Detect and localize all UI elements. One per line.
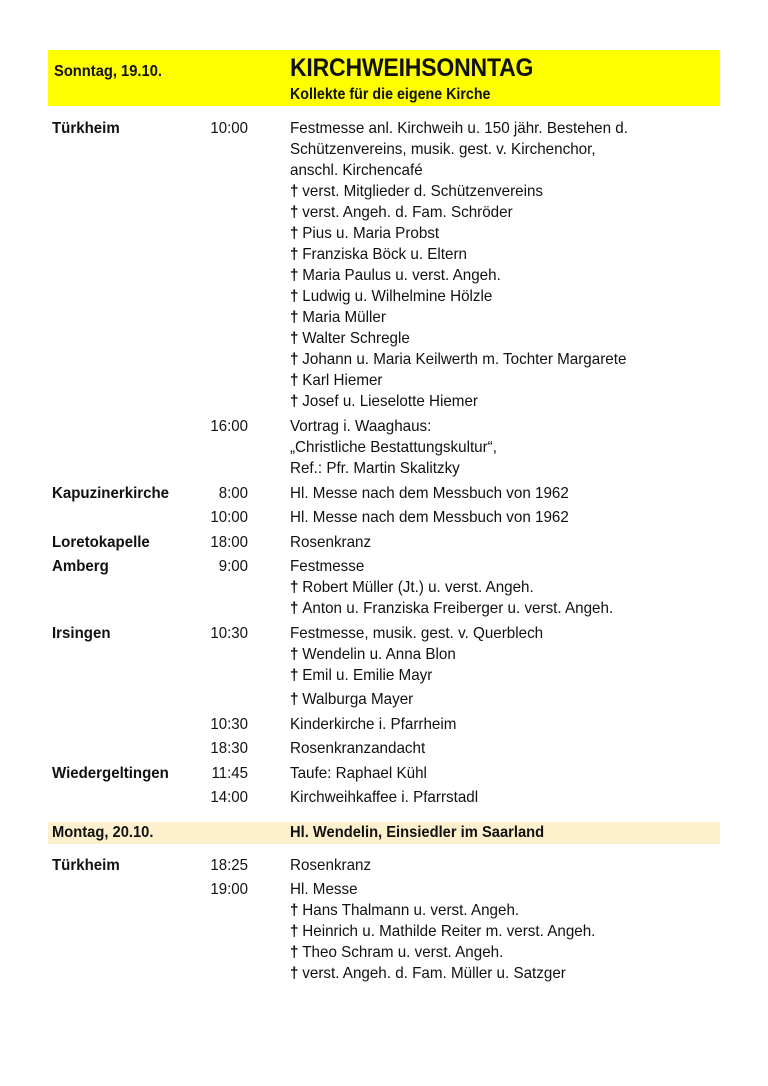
service-description [290,160,423,181]
cross-icon: † [290,691,299,708]
line-text: Schützenvereins, musik. gest. v. Kirchenchor, [290,141,596,158]
line-text: verst. Angeh. d. Fam. Schröder [302,204,513,221]
service-description [290,623,543,644]
service-description [290,483,569,504]
service-time: 10:00 [210,509,248,526]
memorial-intention [290,286,492,307]
day-title: KIRCHWEIHSONNTAG [290,54,534,82]
line-text: Hans Thalmann u. verst. Angeh. [302,902,520,919]
location-label: Wiedergeltingen [52,765,169,782]
memorial-intention [290,644,456,665]
memorial-intention [290,307,386,328]
cross-icon: † [290,923,299,940]
line-text: Rosenkranz [290,534,372,551]
line-text: Walter Schregle [302,330,410,347]
service-description [290,437,497,458]
day-header-sunday [48,50,720,106]
memorial-intention [290,942,503,963]
line-text: Festmesse anl. Kirchweih u. 150 jähr. Bestehen d. [290,120,628,137]
line-text: Maria Paulus u. verst. Angeh. [302,267,501,284]
line-text: verst. Mitglieder d. Schützenvereins [302,183,544,200]
location-label: Loretokapelle [52,534,150,551]
line-text: verst. Angeh. d. Fam. Müller u. Satzger [302,965,566,982]
memorial-intention [290,370,383,391]
cross-icon: † [290,225,299,242]
service-time: 18:25 [210,857,248,874]
line-text: Vortrag i. Waaghaus: [290,418,432,435]
memorial-intention [290,665,432,686]
memorial-intention [290,265,501,286]
line-text: Heinrich u. Mathilde Reiter m. verst. Angeh. [302,923,596,940]
cross-icon: † [290,309,299,326]
line-text: Hl. Messe nach dem Messbuch von 1962 [290,485,569,502]
service-time: 18:30 [210,740,248,757]
line-text: Walburga Mayer [302,691,414,708]
cross-icon: † [290,646,299,663]
service-description [290,714,456,735]
memorial-intention [290,598,613,619]
location-label: Kapuzinerkirche [52,485,170,502]
memorial-intention [290,244,467,265]
cross-icon: † [290,393,299,410]
memorial-intention [290,349,626,370]
cross-icon: † [290,600,299,617]
cross-icon: † [290,288,299,305]
memorial-intention [290,577,534,598]
memorial-intention [290,223,439,244]
cross-icon: † [290,902,299,919]
line-text: anschl. Kirchencafé [290,162,423,179]
memorial-intention [290,391,478,412]
day-subtitle: Kollekte für die eigene Kirche [290,86,491,103]
memorial-intention [290,921,595,942]
line-text: Emil u. Emilie Mayr [302,667,433,684]
memorial-intention [290,202,513,223]
line-text: Kirchweihkaffee i. Pfarrstadl [290,789,479,806]
line-text: Karl Hiemer [302,372,383,389]
memorial-intention [290,181,543,202]
line-text: Franziska Böck u. Eltern [302,246,467,263]
line-text: Josef u. Lieselotte Hiemer [302,393,478,410]
location-label: Irsingen [52,625,111,642]
memorial-intention [290,328,410,349]
cross-icon: † [290,330,299,347]
cross-icon: † [290,579,299,596]
service-description [290,118,628,139]
line-text: Rosenkranzandacht [290,740,426,757]
cross-icon: † [290,944,299,961]
service-description [290,416,431,437]
memorial-intention [290,900,519,921]
cross-icon: † [290,246,299,263]
line-text: Hl. Messe [290,881,358,898]
line-text: Rosenkranz [290,857,372,874]
cross-icon: † [290,183,299,200]
service-time: 10:30 [210,716,248,733]
line-text: Festmesse, musik. gest. v. Querblech [290,625,544,642]
cross-icon: † [290,965,299,982]
line-text: Taufe: Raphael Kühl [290,765,427,782]
day-header-monday [48,822,720,844]
service-time: 9:00 [218,558,248,575]
cross-icon: † [290,372,299,389]
location-label: Türkheim [52,120,120,137]
line-text: „Christliche Bestattungskultur“, [290,439,497,456]
line-text: Johann u. Maria Keilwerth m. Tochter Margarete [302,351,627,368]
service-description [290,879,358,900]
line-text: Theo Schram u. verst. Angeh. [302,944,504,961]
service-description [290,855,371,876]
line-text: Ludwig u. Wilhelmine Hölzle [302,288,493,305]
line-text: Robert Müller (Jt.) u. verst. Angeh. [302,579,534,596]
service-description [290,532,371,553]
memorial-intention [290,689,413,710]
service-time: 18:00 [210,534,248,551]
service-time: 10:00 [210,120,248,137]
line-text: Anton u. Franziska Freiberger u. verst. Angeh. [302,600,614,617]
service-description [290,556,364,577]
memorial-intention [290,963,566,984]
service-time: 10:30 [210,625,248,642]
service-time: 19:00 [210,881,248,898]
service-description [290,787,478,808]
cross-icon: † [290,267,299,284]
day-date: Sonntag, 19.10. [54,63,162,80]
location-label: Amberg [52,558,109,575]
line-text: Festmesse [290,558,365,575]
day-date: Montag, 20.10. [52,824,154,841]
service-time: 11:45 [211,765,248,782]
day-title: Hl. Wendelin, Einsiedler im Saarland [290,824,545,841]
service-description [290,763,427,784]
line-text: Pius u. Maria Probst [302,225,440,242]
service-time: 14:00 [210,789,248,806]
service-time: 16:00 [210,418,248,435]
line-text: Wendelin u. Anna Blon [302,646,456,663]
line-text: Ref.: Pfr. Martin Skalitzky [290,460,460,477]
line-text: Maria Müller [302,309,386,326]
line-text: Kinderkirche i. Pfarrheim [290,716,457,733]
cross-icon: † [290,351,299,368]
line-text: Hl. Messe nach dem Messbuch von 1962 [290,509,569,526]
service-time: 8:00 [218,485,248,502]
service-description [290,458,460,479]
service-description [290,139,596,160]
location-label: Türkheim [52,857,120,874]
service-description [290,507,569,528]
cross-icon: † [290,667,299,684]
service-description [290,738,425,759]
cross-icon: † [290,204,299,221]
